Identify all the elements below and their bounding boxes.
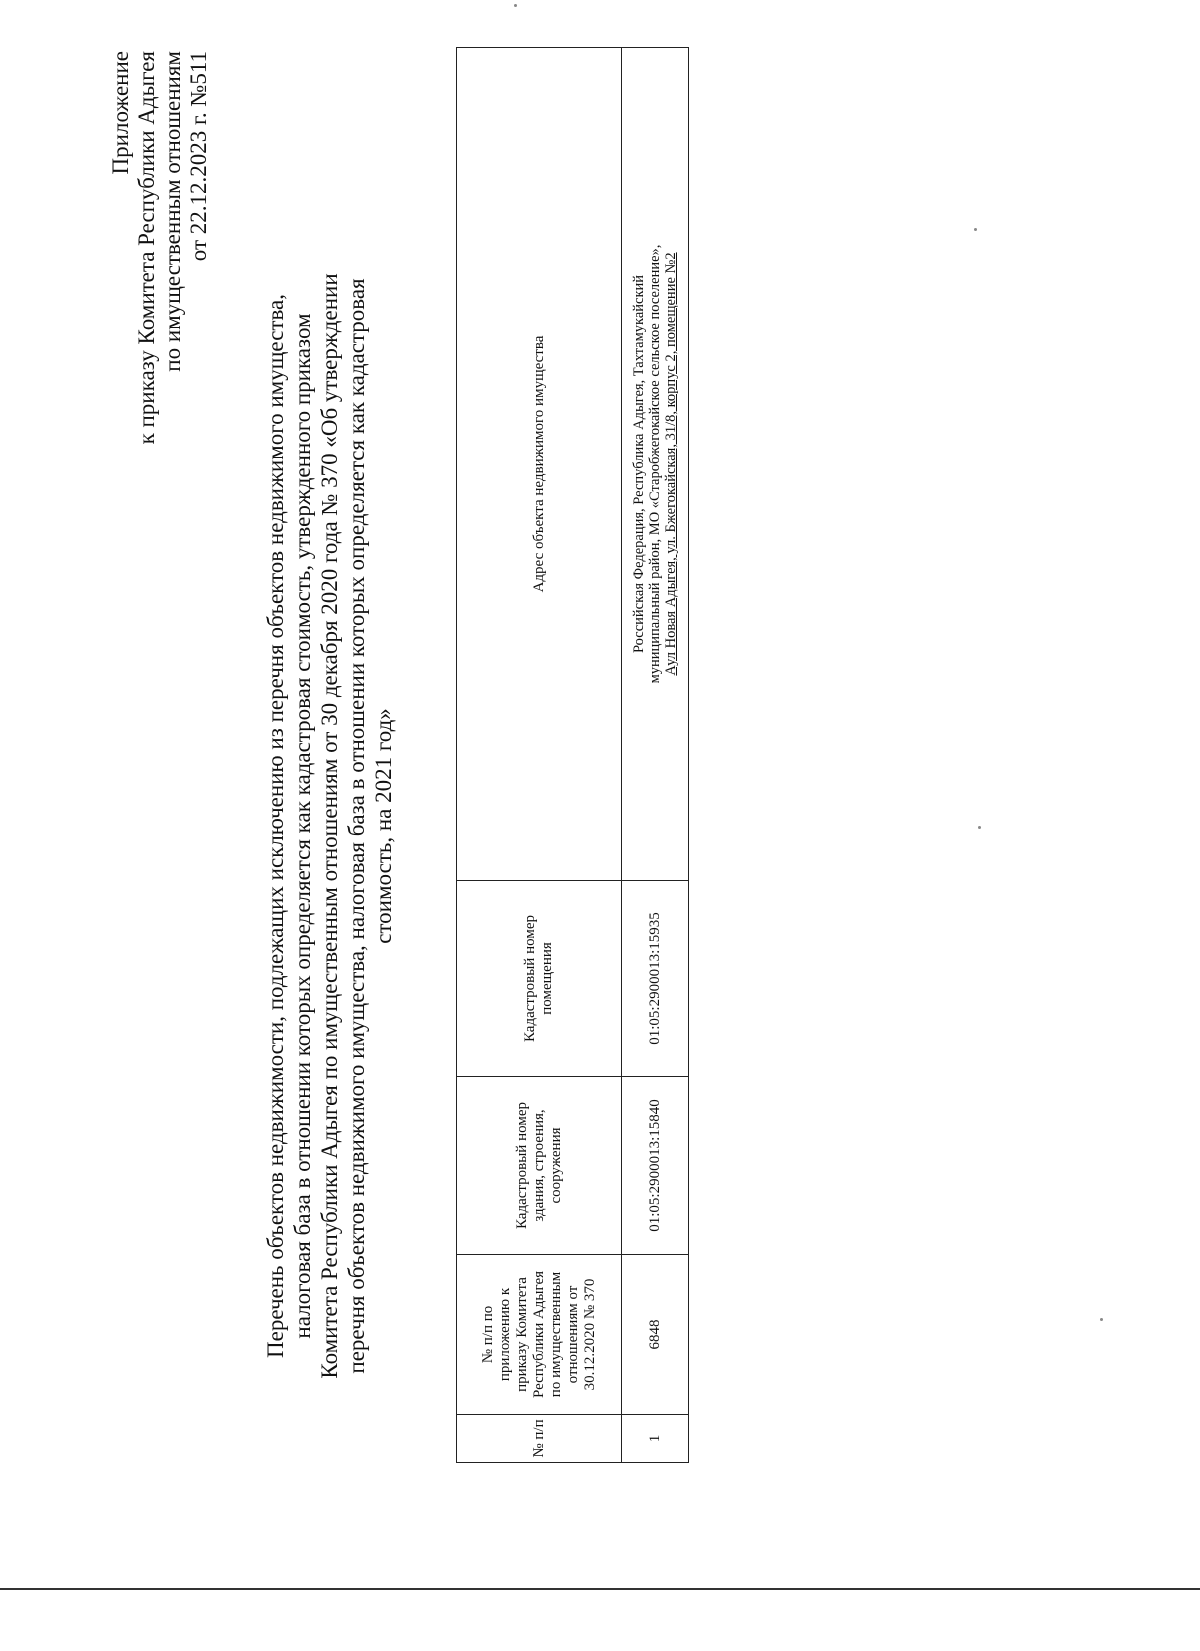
header-address: Адрес объекта недвижимого имущества — [457, 48, 622, 881]
title-line: налоговая база в отношении которых определяется как кадастровая стоимость, утвержденного приказом — [290, 313, 315, 1339]
cell-ref: 6848 — [622, 1255, 689, 1415]
header-room — [457, 881, 622, 1077]
header-ref — [457, 1255, 622, 1415]
property-table — [456, 47, 689, 1463]
title-line: Комитета Республики Адыгея по имущественным отношениям от 30 декабря 2020 года № 370 «Об утверждении — [317, 273, 342, 1379]
header-ref-line: 30.12.2020 № 370 — [581, 1278, 598, 1391]
scan-speck — [1100, 1318, 1103, 1321]
address-line: Российская Федерация, Республика Адыгея, Тахтамукайский — [631, 274, 647, 654]
appendix-line: от 22.12.2023 г. №511 — [186, 51, 211, 262]
table-header-row — [457, 48, 622, 1463]
cell-room-cadastral: 01:05:2900013:15935 — [622, 881, 689, 1077]
appendix-line: к приказу Комитета Республики Адыгея — [134, 51, 159, 445]
header-room-line: помещения — [539, 942, 555, 1015]
header-ref-line: № п/п по — [479, 1305, 496, 1364]
address-line: муниципальный район, МО «Старобжегокайское сельское поселение», — [647, 244, 663, 684]
header-ref-line: приложению к — [496, 1287, 513, 1382]
scan-speck — [974, 228, 977, 231]
table-row — [622, 48, 689, 1463]
header-building — [457, 1077, 622, 1255]
scan-speck — [978, 826, 981, 829]
appendix-line: по имущественным отношениям — [160, 51, 185, 372]
document-title — [262, 251, 397, 1401]
header-ref-line: приказу Комитета — [513, 1277, 530, 1392]
header-num: № п/п — [457, 1415, 622, 1463]
appendix-line: Приложение — [108, 51, 133, 175]
title-line: Перечень объектов недвижимости, подлежащих исключению из перечня объектов недвижимого имущества, — [263, 294, 288, 1358]
address-line: Аул Новая Адыгея, ул. Бжегокайская, 31/8, корпус 2, помещение №2 — [663, 252, 679, 676]
cell-num: 1 — [622, 1415, 689, 1463]
header-building-line: сооружения — [547, 1127, 564, 1204]
scan-speck — [514, 4, 517, 7]
title-line: стоимость, на 2021 год» — [371, 708, 396, 944]
header-ref-line: отношениям от — [564, 1285, 581, 1384]
scan-bottom-edge — [0, 1588, 1200, 1590]
header-room-line: Кадастровый номер — [522, 915, 538, 1042]
cell-address — [622, 48, 689, 881]
header-ref-line: по имущественным — [547, 1271, 564, 1398]
header-building-line: Кадастровый номер — [513, 1102, 530, 1229]
header-ref-line: Республики Адыгея — [530, 1270, 547, 1399]
appendix-header — [108, 51, 212, 571]
title-line: перечня объектов недвижимого имущества, налоговая база в отношении которых определяется как кадастровая — [344, 278, 369, 1374]
cell-building-cadastral: 01:05:2900013:15840 — [622, 1077, 689, 1255]
header-building-line: здания, строения, — [530, 1109, 547, 1222]
